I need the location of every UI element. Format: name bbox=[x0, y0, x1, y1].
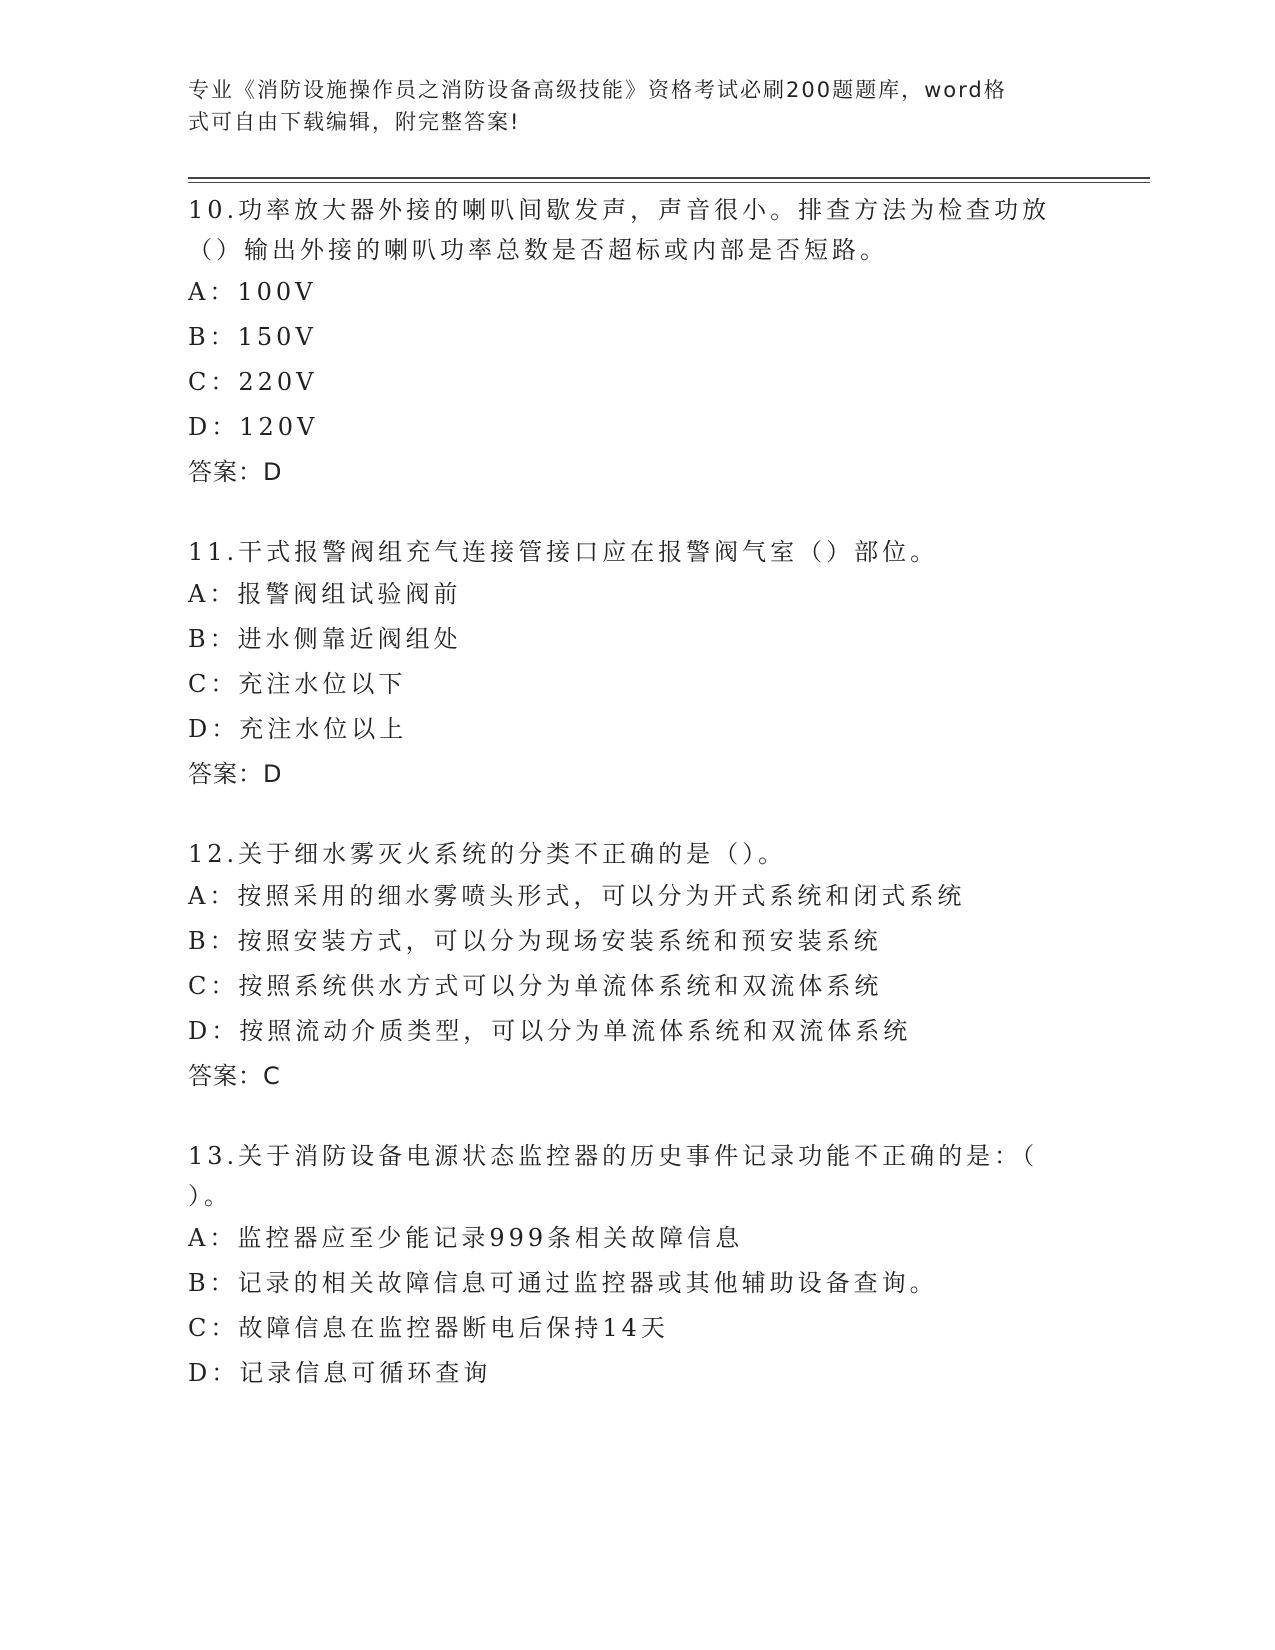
header-line-1: 专业《消防设施操作员之消防设备高级技能》资格考试必刷200题题库，word格 bbox=[188, 78, 1007, 102]
document-header bbox=[188, 74, 1068, 138]
answer-option: A：按照采用的细水雾喷头形式，可以分为开式系统和闭式系统 bbox=[188, 882, 966, 910]
question-stem: 10.功率放大器外接的喇叭间歇发声，声音很小。排查方法为检查功放 bbox=[188, 196, 1051, 224]
question-stem: ）。 bbox=[188, 1182, 232, 1210]
header-divider-thick bbox=[188, 177, 1150, 179]
correct-answer: 答案：D bbox=[188, 458, 283, 486]
answer-option: C：充注水位以下 bbox=[188, 670, 407, 698]
answer-option: C：220V bbox=[188, 368, 318, 396]
answer-option: D：充注水位以上 bbox=[188, 715, 408, 743]
question-stem: 13.关于消防设备电源状态监控器的历史事件记录功能不正确的是：（ bbox=[188, 1142, 1039, 1170]
answer-option: C：按照系统供水方式可以分为单流体系统和双流体系统 bbox=[188, 972, 883, 1000]
answer-option: D：按照流动介质类型，可以分为单流体系统和双流体系统 bbox=[188, 1017, 912, 1045]
answer-option: A：100V bbox=[188, 278, 317, 306]
answer-option: D：120V bbox=[188, 413, 319, 441]
answer-option: B：记录的相关故障信息可通过监控器或其他辅助设备查询。 bbox=[188, 1269, 938, 1297]
answer-option: B：按照安装方式，可以分为现场安装系统和预安装系统 bbox=[188, 927, 882, 955]
answer-option: A：监控器应至少能记录999条相关故障信息 bbox=[188, 1224, 744, 1252]
question-stem: （）输出外接的喇叭功率总数是否超标或内部是否短路。 bbox=[188, 236, 888, 264]
question-stem: 12.关于细水雾灭火系统的分类不正确的是（）。 bbox=[188, 840, 787, 868]
question-block bbox=[188, 1136, 1088, 1396]
header-line-2: 式可自由下载编辑，附完整答案! bbox=[188, 110, 521, 134]
correct-answer: 答案：D bbox=[188, 760, 283, 788]
question-block bbox=[188, 834, 1088, 1098]
answer-option: B：150V bbox=[188, 323, 317, 351]
answer-option: D：记录信息可循环查询 bbox=[188, 1359, 492, 1387]
question-block bbox=[188, 190, 1088, 494]
answer-option: A：报警阀组试验阀前 bbox=[188, 580, 462, 608]
answer-option: B：进水侧靠近阀组处 bbox=[188, 625, 462, 653]
header-divider-thin bbox=[188, 182, 1150, 183]
question-stem: 11.干式报警阀组充气连接管接口应在报警阀气室（）部位。 bbox=[188, 538, 939, 566]
question-block bbox=[188, 532, 1088, 796]
answer-option: C：故障信息在监控器断电后保持14天 bbox=[188, 1314, 669, 1342]
correct-answer: 答案：C bbox=[188, 1062, 281, 1090]
question-list bbox=[188, 190, 1088, 1434]
